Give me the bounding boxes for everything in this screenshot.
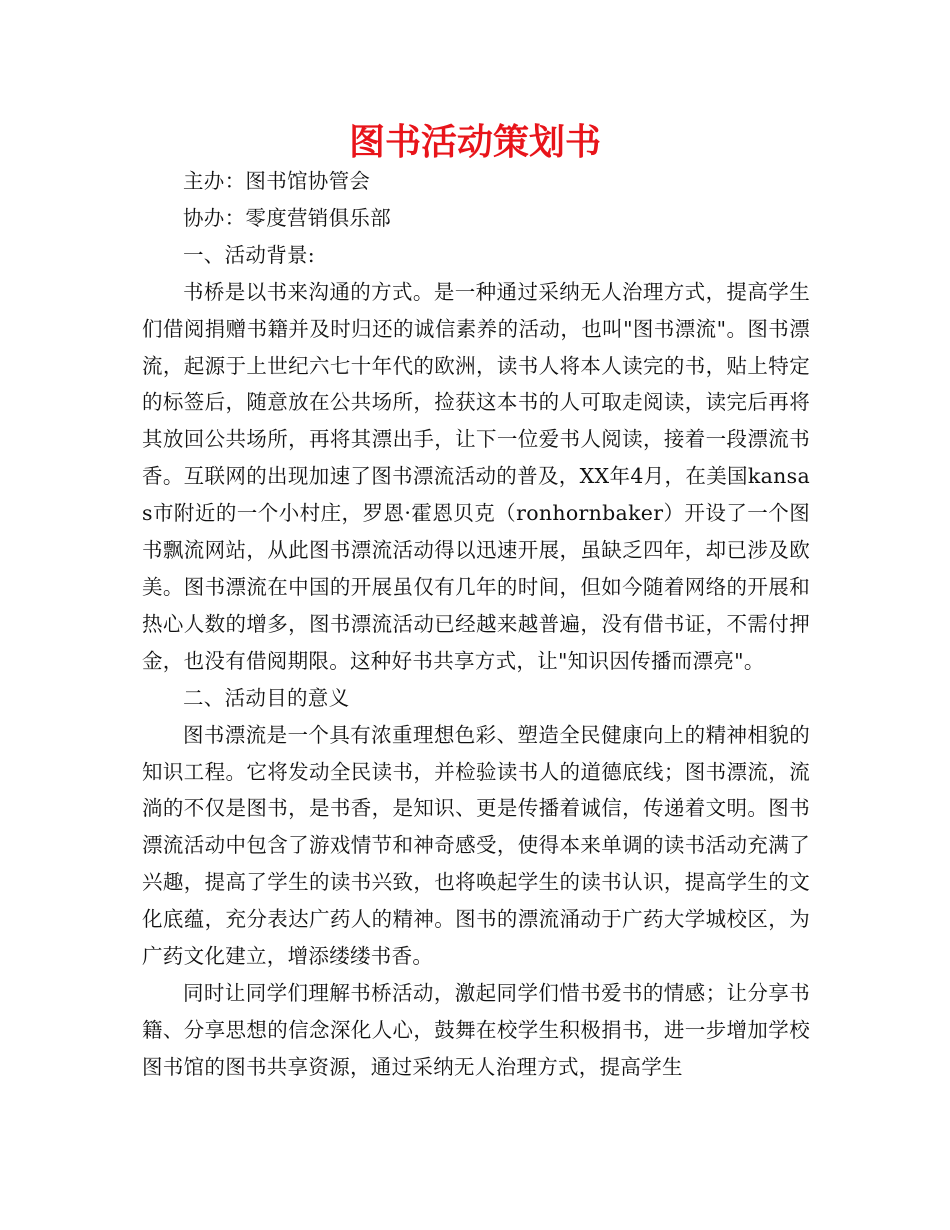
co-organizer-line: 协办：零度营销俱乐部 xyxy=(183,205,391,230)
paragraph-purpose-1: 图书漂流是一个具有浓重理想色彩、塑造全民健康向上的精神相貌的知识工程。它将发动全民读书，并检验读书人的道德底线；图书漂流，流淌的不仅是图书，是书香，是知识、更是传播着诚信，传递着文明。图书漂流活动中包含了游戏情节和神奇感受，使得本来单调的读书活动充满了兴趣，提高了学生的读书兴致，也将唤起学生的读书认识，提高学生的文化底蕴，充分表达广药人的精神。图书的漂流涌动于广药大学城校区，为广药文化建立，增添缕缕书香。 xyxy=(142,722,810,969)
document-title: 图书活动策划书 xyxy=(348,122,601,163)
section-heading-purpose: 二、活动目的意义 xyxy=(183,685,350,710)
section-heading-background: 一、活动背景: xyxy=(183,242,316,267)
organizer-line: 主办：图书馆协管会 xyxy=(183,169,371,193)
paragraph-purpose-2: 同时让同学们理解书桥活动，激起同学们惜书爱书的情感；让分享书籍、分享思想的信念深化人心，鼓舞在校学生积极捐书，进一步增加学校图书馆的图书共享资源，通过采纳无人治理方式，提高学生 xyxy=(142,980,810,1079)
paragraph-background: 书桥是以书来沟通的方式。是一种通过采纳无人治理方式，提高学生们借阅捐赠书籍并及时归还的诚信素养的活动，也叫"图书漂流"。图书漂流，起源于上世纪六七十年代的欧洲，读书人将本人读完的书，贴上特定的标签后，随意放在公共场所，捡获这本书的人可取走阅读，读完后再将其放回公共场所，再将其漂出手，让下一位爱书人阅读，接着一段漂流书香。互联网的出现加速了图书漂流活动的普及，XX年4月，在美国kansas市附近的一个小村庄，罗恩·霍恩贝克（ronhornbaker）开设了一个图书飘流网站，从此图书漂流活动得以迅速开展，虽缺乏四年，却已涉及欧美。图书漂流在中国的开展虽仅有几年的时间，但如今随着网络的开展和热心人数的增多，图书漂流活动已经越来越普遍，没有借书证，不需付押金，也没有借阅期限。这种好书共享方式，让"知识因传播而漂亮"。 xyxy=(142,279,810,673)
document-body xyxy=(142,163,810,1086)
